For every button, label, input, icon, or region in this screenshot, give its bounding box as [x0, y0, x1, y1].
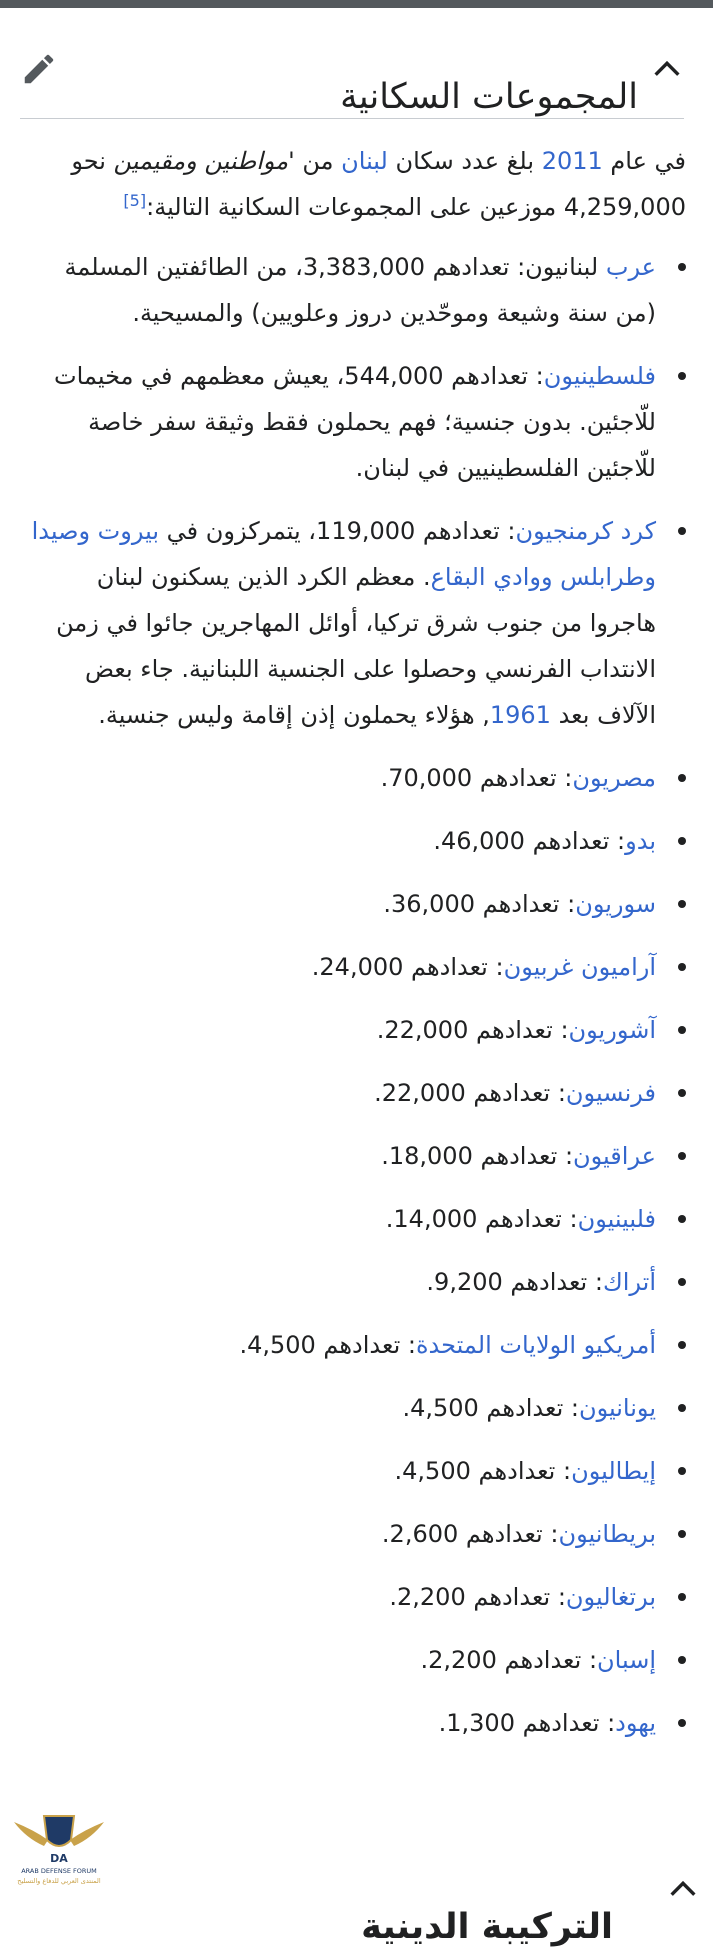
group-link[interactable]: يونانيون: [578, 1394, 656, 1422]
list-item: [28, 1007, 686, 1053]
intro-text: من ': [288, 147, 342, 175]
group-link[interactable]: أمريكيو الولايات المتحدة: [415, 1331, 656, 1359]
group-text: : تعدادهم 2,200.: [420, 1646, 598, 1674]
list-item: [28, 881, 686, 927]
list-item: [28, 1637, 686, 1683]
top-bar: [0, 0, 713, 8]
intro-paragraph: [28, 138, 686, 230]
lebanon-link[interactable]: لبنان: [341, 147, 388, 175]
group-link[interactable]: آراميون غربيون: [503, 953, 656, 981]
group-text: : تعدادهم 2,600.: [381, 1520, 559, 1548]
intro-text: نحو 4,259,000 موزعين على المجموعات السكانية التالية:: [71, 147, 686, 221]
group-text: لبنانيون: تعدادهم 3,383,000، من الطائفتين المسلمة (من سنة وشيعة وموحّدين دروز وعلويين) والمسيحية.: [64, 253, 656, 327]
group-link[interactable]: مصريون: [572, 764, 656, 792]
forum-watermark-logo: [4, 1800, 114, 1888]
group-text: : تعدادهم 22,000.: [374, 1079, 566, 1107]
group-text: : تعدادهم 4,500.: [394, 1457, 572, 1485]
list-item: [28, 1700, 686, 1746]
watermark-abbr: DA: [50, 1852, 68, 1865]
collapse-chevron-icon[interactable]: [650, 52, 684, 86]
group-text: : تعدادهم 544,000، يعيش معظمهم في مخيمات للّاجئين. بدون جنسية؛ فهم يحملون فقط وثيقة سفر خاصة للّاجئين الفلسطينيين في لبنان.: [54, 362, 656, 482]
intro-text: في عام: [602, 147, 686, 175]
list-item: [28, 244, 686, 336]
group-text: : تعدادهم 70,000.: [380, 764, 573, 792]
intro-text: بلغ عدد سكان: [387, 147, 542, 175]
cities-link[interactable]: بيروت وصيدا وطرابلس ووادي البقاع: [31, 517, 656, 591]
list-item: [28, 755, 686, 801]
list-item: [28, 1448, 686, 1494]
article-content: [28, 138, 686, 1763]
group-text: : تعدادهم 4,500.: [239, 1331, 416, 1359]
watermark-name-ar: المنتدى العربي للدفاع والتسليح: [17, 1877, 101, 1885]
watermark-name-en: ARAB DEFENSE FORUM: [21, 1867, 97, 1875]
list-item: [28, 353, 686, 491]
reference-link[interactable]: [5]: [123, 191, 147, 210]
population-groups-list: [28, 244, 686, 1746]
group-link[interactable]: بريطانيون: [558, 1520, 656, 1548]
list-item: [28, 1070, 686, 1116]
group-link[interactable]: فلبينيون: [577, 1205, 656, 1233]
group-text: : تعدادهم 22,000.: [376, 1016, 569, 1044]
group-link[interactable]: إسبان: [597, 1646, 656, 1674]
group-text: : تعدادهم 9,200.: [426, 1268, 603, 1296]
group-link[interactable]: عراقيون: [573, 1142, 656, 1170]
list-item: [28, 1511, 686, 1557]
next-section-title[interactable]: التركيبة الدينية: [361, 1907, 613, 1948]
group-text: : تعدادهم 1,300.: [438, 1709, 616, 1737]
group-text: : تعدادهم 36,000.: [383, 890, 576, 918]
group-text: : تعدادهم 18,000.: [381, 1142, 574, 1170]
group-text: : تعدادهم 14,000.: [385, 1205, 578, 1233]
group-link[interactable]: سوريون: [575, 890, 656, 918]
group-text: : تعدادهم 119,000، يتمركزون في: [159, 517, 516, 545]
group-text: : تعدادهم 24,000.: [311, 953, 504, 981]
group-text: . معظم الكرد الذين يسكنون لبنان هاجروا من جنوب شرق تركيا، أوائل المهاجرين جائوا في زمن الانتداب الفرنسي وحصلوا على الجنسية اللبنانية. جاء بعض الآلاف بعد: [56, 563, 656, 729]
list-item: [28, 1385, 686, 1431]
group-link[interactable]: فلسطينيون: [543, 362, 656, 390]
edit-pencil-icon[interactable]: [20, 50, 58, 88]
group-link[interactable]: فرنسيون: [565, 1079, 656, 1107]
group-link[interactable]: إيطاليون: [571, 1457, 656, 1485]
year-2011-link[interactable]: 2011: [541, 147, 603, 175]
list-item: [28, 508, 686, 738]
next-section-chevron-icon[interactable]: [666, 1872, 700, 1906]
list-item: [28, 1259, 686, 1305]
list-item: [28, 1196, 686, 1242]
group-link[interactable]: بدو: [625, 827, 656, 855]
list-item: [28, 1574, 686, 1620]
list-item: [28, 1133, 686, 1179]
group-link[interactable]: أتراك: [602, 1268, 656, 1296]
list-item: [28, 1322, 686, 1368]
section-title[interactable]: المجموعات السكانية: [340, 77, 638, 118]
intro-italic-text: مواطنين ومقيمين: [113, 147, 289, 175]
group-link[interactable]: عرب: [605, 253, 656, 281]
group-link[interactable]: آشوريون: [568, 1016, 656, 1044]
group-text: , هؤلاء يحملون إذن إقامة وليس جنسية.: [98, 701, 490, 729]
group-link[interactable]: يهود: [615, 1709, 656, 1737]
group-text: : تعدادهم 46,000.: [433, 827, 626, 855]
group-link[interactable]: كرد كرمنجيون: [515, 517, 656, 545]
list-item: [28, 818, 686, 864]
group-text: : تعدادهم 4,500.: [402, 1394, 579, 1422]
year-1961-link[interactable]: 1961: [489, 701, 551, 729]
group-link[interactable]: برتغاليون: [565, 1583, 656, 1611]
section-header: [20, 30, 684, 119]
group-text: : تعدادهم 2,200.: [389, 1583, 566, 1611]
list-item: [28, 944, 686, 990]
